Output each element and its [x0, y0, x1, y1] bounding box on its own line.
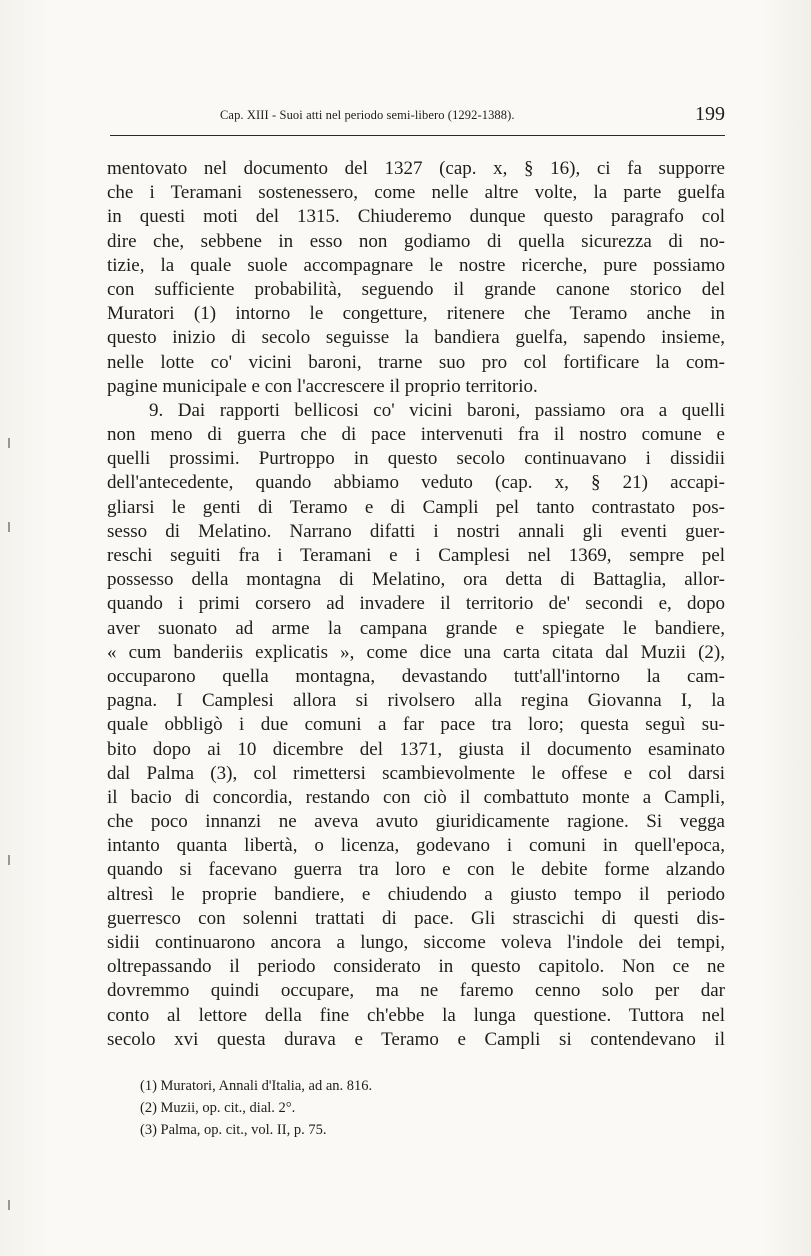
text-line: con sufficiente probabilità, seguendo il grande canone storico del	[107, 278, 725, 300]
text-line: che poco innanzi ne aveva avuto giuridicamente ragione. Si vegga	[107, 811, 725, 833]
text-line: sesso di Melatino. Narrano difatti i nostri annali gli eventi guer-	[107, 520, 725, 542]
text-line: quale obbligò i due comuni a far pace tra loro; questa seguì su-	[107, 714, 725, 736]
paragraph-start-line: 9. Dai rapporti bellicosi co' vicini baroni, passiamo ora a quelli	[149, 399, 725, 421]
text-line: mentovato nel documento del 1327 (cap. x, § 16), ci fa supporre	[107, 158, 725, 179]
text-line: quando si facevano guerra tra loro e con le debite forme alzando	[107, 859, 725, 881]
text-line: aver suonato ad arme la campana grande e spiegate le bandiere,	[107, 617, 725, 639]
margin-mark	[8, 855, 10, 865]
running-title: Cap. XIII - Suoi atti nel periodo semi-libero (1292-1388).	[220, 108, 515, 122]
text-line: « cum banderiis explicatis », come dice una carta citata dal Muzii (2),	[107, 641, 725, 663]
text-line: nelle lotte co' vicini baroni, trarne suo pro col fortificare la com-	[107, 351, 725, 373]
text-line: che i Teramani sostenessero, come nelle altre volte, la parte guelfa	[107, 182, 725, 204]
text-line: reschi seguiti fra i Teramani e i Camplesi nel 1369, sempre pel	[107, 545, 725, 566]
footnote: (1) Muratori, Annali d'Italia, ad an. 816.	[140, 1078, 373, 1094]
running-head	[110, 103, 725, 131]
text-line: dell'antecedente, quando abbiamo veduto (cap. x, § 21) accapi-	[107, 472, 725, 494]
text-line: pagna. I Camplesi allora si rivolsero alla regina Giovanna I, la	[107, 690, 725, 712]
text-line: pagine municipale e con l'accrescere il proprio territorio.	[107, 375, 538, 397]
margin-mark	[8, 1200, 10, 1210]
text-line: Muratori (1) intorno le congetture, ritenere che Teramo anche in	[107, 303, 725, 325]
text-line: guerresco con solenni trattati di pace. Gli strascichi di questi dis-	[107, 907, 725, 929]
header-rule	[110, 135, 725, 136]
text-line: oltrepassando il periodo considerato in questo capitolo. Non ce ne	[107, 956, 725, 978]
text-line: non meno di guerra che di pace intervenuti fra il nostro comune e	[107, 424, 725, 446]
text-line: altresì le proprie bandiere, e chiudendo a giusto tempo il periodo	[107, 883, 725, 905]
page-number: 199	[695, 103, 725, 125]
text-line: bito dopo ai 10 dicembre del 1371, giusta il documento esaminato	[107, 738, 725, 760]
text-line: quelli prossimi. Purtroppo in questo secolo continuavano i dissidii	[107, 448, 725, 470]
text-line: in questi moti del 1315. Chiuderemo dunque questo paragrafo col	[107, 206, 725, 228]
text-line: il bacio di concordia, restando con ciò il combattuto monte a Campli,	[107, 786, 725, 808]
footnotes	[140, 1075, 700, 1141]
text-line: possesso della montagna di Melatino, ora detta di Battaglia, allor-	[107, 569, 725, 591]
text-line: secolo xvi questa durava e Teramo e Campli si contendevano il	[107, 1028, 725, 1050]
footnote: (3) Palma, op. cit., vol. II, p. 75.	[140, 1122, 327, 1138]
text-line: conto al lettore della fine ch'ebbe la lunga questione. Tuttora nel	[107, 1004, 725, 1026]
margin-mark	[8, 438, 10, 448]
text-line: tizie, la quale suole accompagnare le nostre ricerche, pure possiamo	[107, 254, 725, 276]
text-line: questo inizio di secolo seguisse la bandiera guelfa, sapendo insieme,	[107, 327, 725, 349]
text-line: dal Palma (3), col rimettersi scambievolmente le offese e col darsi	[107, 762, 725, 784]
text-line: sidii continuarono ancora a lungo, siccome voleva l'indole dei tempi,	[107, 932, 725, 953]
text-line: intanto quanta libertà, o licenza, godevano i comuni in quell'epoca,	[107, 835, 725, 857]
text-line: quando i primi corsero ad invadere il territorio de' secondi e, dopo	[107, 593, 725, 615]
text-line: occuparono quella montagna, devastando tutt'all'intorno la cam-	[107, 665, 725, 687]
text-line: gliarsi le genti di Teramo e di Campli pel tanto contrastato pos-	[107, 496, 725, 518]
body-text	[107, 157, 725, 1052]
footnote: (2) Muzii, op. cit., dial. 2°.	[140, 1100, 296, 1116]
text-line: dovremmo quindi occupare, ma ne faremo cenno solo per dar	[107, 980, 725, 1002]
margin-mark	[8, 522, 10, 532]
text-line: dire che, sebbene in esso non godiamo di quella sicurezza di no-	[107, 230, 725, 252]
